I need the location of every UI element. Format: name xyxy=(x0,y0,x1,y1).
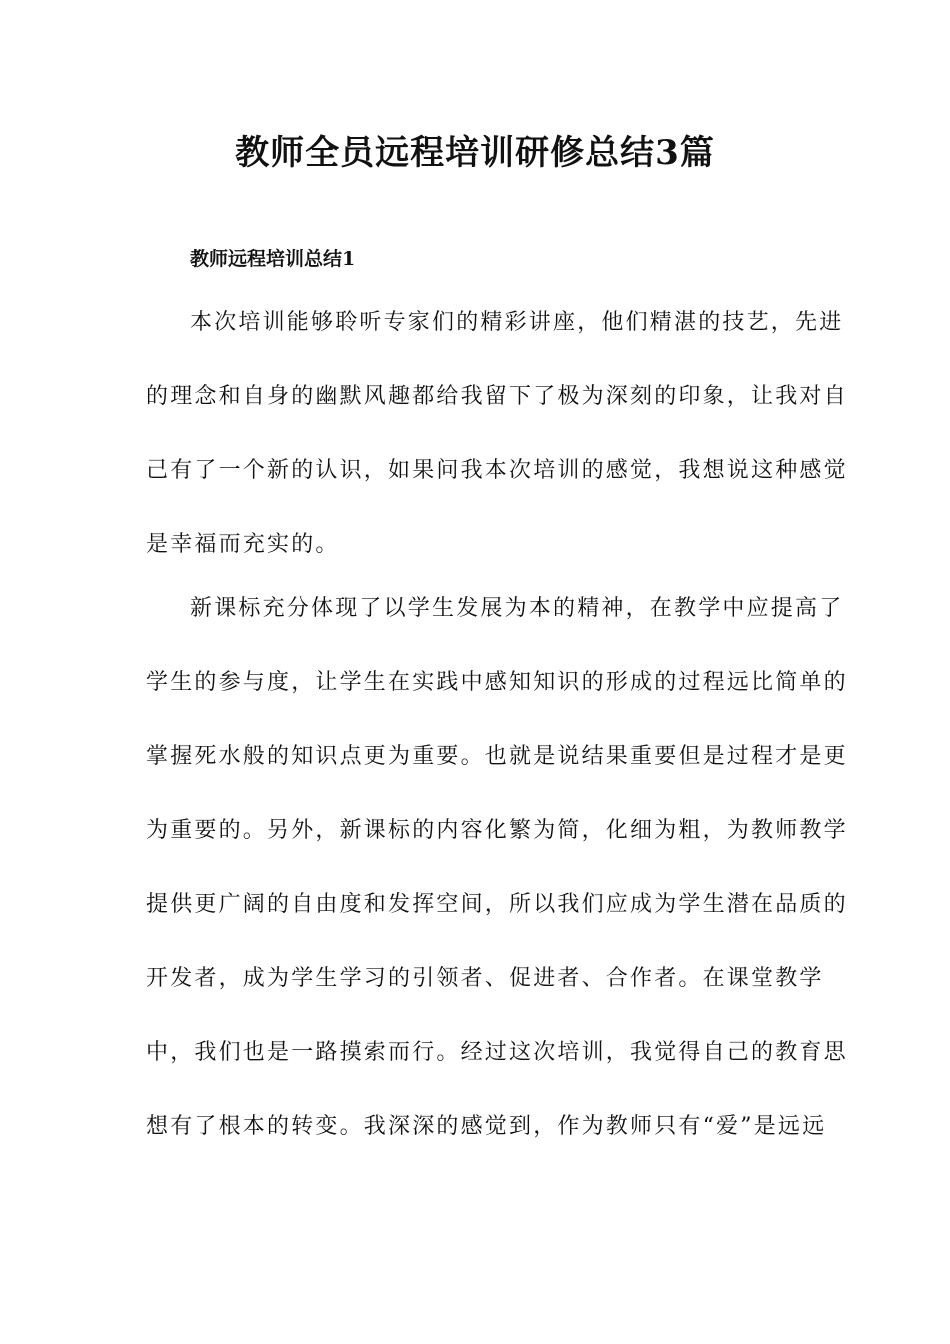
paragraph-line: 想有了根本的转变。我深深的感觉到，作为教师只有“爱”是远远 xyxy=(146,1114,827,1139)
paragraph-line: 己有了一个新的认识，如果问我本次培训的感觉，我想说这种感觉 xyxy=(146,458,848,483)
paragraph-line: 开发者，成为学生学习的引领者、促进者、合作者。在课堂教学 xyxy=(146,966,824,991)
paragraph-line: 新课标充分体现了以学生发展为本的精神，在教学中应提高了 xyxy=(190,596,844,621)
section-heading: 教师远程培训总结1 xyxy=(190,248,356,270)
paragraph-line: 本次培训能够聆听专家们的精彩讲座，他们精湛的技艺，先进 xyxy=(190,310,844,335)
paragraph-line: 提供更广阔的自由度和发挥空间，所以我们应成为学生潜在品质的 xyxy=(146,892,848,917)
paragraph-line: 的理念和自身的幽默风趣都给我留下了极为深刻的印象，让我对自 xyxy=(146,384,848,409)
paragraph-line: 掌握死水般的知识点更为重要。也就是说结果重要但是过程才是更 xyxy=(146,744,848,769)
paragraph-line: 是幸福而充实的。 xyxy=(146,532,340,557)
paragraph-line: 中，我们也是一路摸索而行。经过这次培训，我觉得自己的教育思 xyxy=(146,1040,848,1065)
paragraph-line: 为重要的。另外，新课标的内容化繁为简，化细为粗，为教师教学 xyxy=(146,818,848,843)
document-title: 教师全员远程培训研修总结3篇 xyxy=(235,133,715,173)
paragraph-line: 学生的参与度，让学生在实践中感知知识的形成的过程远比简单的 xyxy=(146,670,848,695)
